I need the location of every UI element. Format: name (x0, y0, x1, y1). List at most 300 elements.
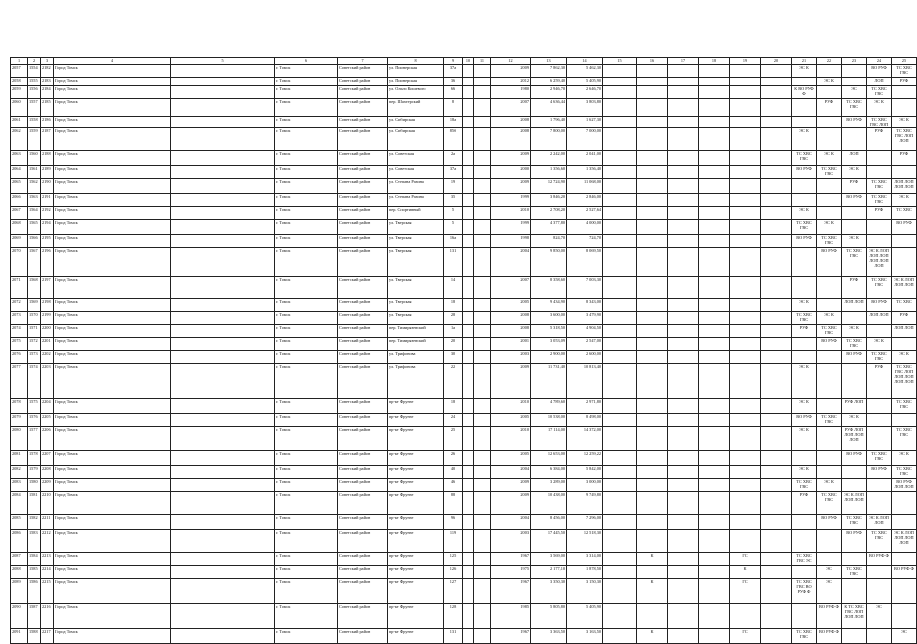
table-cell: 2200 (41, 325, 54, 338)
table-cell (761, 78, 792, 86)
table-cell (668, 65, 699, 78)
table-cell (730, 466, 761, 479)
table-cell: РУФ ЛОП ЛОП ЛОП ЛОП (842, 427, 867, 451)
table-cell (761, 530, 792, 553)
table-cell: Город Томск (54, 312, 171, 325)
table-cell (171, 312, 275, 325)
table-cell: 2010 (491, 207, 531, 220)
table-cell (668, 166, 699, 179)
table-cell: Советский район (338, 451, 388, 466)
table-cell (699, 479, 730, 492)
table-cell (463, 277, 474, 299)
table-cell: 2208 (41, 466, 54, 479)
table-cell: 2216 (41, 604, 54, 629)
table-cell (463, 515, 474, 530)
table-cell: ЭС К (842, 414, 867, 427)
table-cell: г. Томск (275, 312, 338, 325)
column-number: 2 (28, 58, 41, 65)
table-cell: ЭС К (792, 128, 817, 151)
table-cell: ТС ХВС ГВС (842, 566, 867, 579)
table-cell: 1980 (491, 86, 531, 99)
table-cell (699, 78, 730, 86)
table-cell (867, 220, 892, 235)
table-cell (474, 299, 491, 312)
table-cell: Город Томск (54, 207, 171, 220)
table-cell: 4 904,50 (567, 325, 603, 338)
table-cell (668, 248, 699, 277)
table-cell: 2а (444, 151, 463, 166)
table-cell: 2067 (11, 207, 28, 220)
table-cell: Советский район (338, 248, 388, 277)
table-cell: 1а (444, 325, 463, 338)
table-cell (668, 312, 699, 325)
table-cell: г. Томск (275, 65, 338, 78)
table-row (11, 351, 917, 364)
register-sheet (10, 57, 917, 644)
table-cell: 2184 (41, 86, 54, 99)
table-cell (699, 325, 730, 338)
table-cell: г. Томск (275, 479, 338, 492)
table-row (11, 179, 917, 194)
column-number-row (11, 58, 917, 65)
table-cell (603, 86, 637, 99)
table-cell: 2086 (11, 530, 28, 553)
table-cell (668, 220, 699, 235)
table-cell (699, 492, 730, 515)
table-cell: ТС ХВС ГВС (842, 338, 867, 351)
table-cell (699, 566, 730, 579)
table-cell (867, 579, 892, 604)
table-cell (171, 65, 275, 78)
table-cell: 11 731,40 (531, 364, 567, 399)
table-cell (867, 414, 892, 427)
table-cell (730, 248, 761, 277)
table-cell: ВО РУФ (817, 248, 842, 277)
table-cell: ТС ХВС ГВС ЛОП ЛОП (892, 128, 917, 151)
table-cell (171, 451, 275, 466)
table-cell: г. Томск (275, 492, 338, 515)
table-cell: ЭС К (892, 351, 917, 364)
table-cell (668, 427, 699, 451)
table-cell: 1559 (28, 128, 41, 151)
table-cell: Советский район (338, 364, 388, 399)
table-cell: 2202 (41, 351, 54, 364)
table-cell (603, 325, 637, 338)
table-cell: 7 800,00 (531, 128, 567, 151)
table-cell (474, 194, 491, 207)
table-cell (637, 427, 668, 451)
table-cell: г. Томск (275, 515, 338, 530)
table-cell: 2062 (11, 128, 28, 151)
table-cell (463, 579, 474, 604)
table-cell: 2191 (41, 194, 54, 207)
table-cell: 2186 (41, 117, 54, 128)
table-cell: ЭС К (867, 99, 892, 117)
table-row (11, 65, 917, 78)
table-row (11, 194, 917, 207)
table-cell (474, 277, 491, 299)
column-number: 16 (637, 58, 668, 65)
table-cell (699, 277, 730, 299)
table-cell (792, 179, 817, 194)
table-cell (817, 530, 842, 553)
table-cell: 131 (444, 248, 463, 277)
table-cell (817, 299, 842, 312)
table-cell (603, 99, 637, 117)
table-cell: 2079 (11, 414, 28, 427)
table-cell (730, 338, 761, 351)
table-cell: 7 003,30 (567, 277, 603, 299)
table-cell: 14 372,00 (567, 427, 603, 451)
table-cell (792, 604, 817, 629)
table-cell: 2064 (11, 166, 28, 179)
table-cell (699, 220, 730, 235)
table-cell: Город Томск (54, 65, 171, 78)
table-cell: 2198 (41, 299, 54, 312)
table-cell (171, 566, 275, 579)
table-cell: 26 (444, 451, 463, 466)
table-cell: г. Томск (275, 553, 338, 566)
table-cell (792, 277, 817, 299)
table-cell (761, 604, 792, 629)
table-cell (730, 492, 761, 515)
table-cell (842, 466, 867, 479)
table-cell: РУФ (817, 99, 842, 117)
table-cell: ЭС К (792, 65, 817, 78)
table-cell (699, 451, 730, 466)
table-cell: ЭС (892, 629, 917, 644)
table-cell: ТС ХВС ГВС (867, 451, 892, 466)
table-cell (637, 99, 668, 117)
column-number: 9 (444, 58, 463, 65)
table-cell (761, 179, 792, 194)
table-cell: 1568 (28, 277, 41, 299)
table-cell: ВО РУФ (867, 65, 892, 78)
table-cell: 2212 (41, 530, 54, 553)
table-cell: 2201 (41, 338, 54, 351)
table-cell (463, 466, 474, 479)
table-cell: ул. Тверская (388, 248, 444, 277)
table-cell (668, 414, 699, 427)
table-cell: Город Томск (54, 530, 171, 553)
table-cell (463, 151, 474, 166)
column-number: 3 (41, 58, 54, 65)
table-cell: г. Томск (275, 364, 338, 399)
table-cell: 1564 (28, 207, 41, 220)
table-cell (463, 207, 474, 220)
table-cell (603, 78, 637, 86)
table-cell (668, 515, 699, 530)
table-cell: Советский район (338, 166, 388, 179)
table-cell: 2 527,64 (567, 207, 603, 220)
table-cell: ВО РУФ (892, 220, 917, 235)
table-cell: 46 (444, 479, 463, 492)
table-row (11, 466, 917, 479)
table-row (11, 492, 917, 515)
table-cell (668, 451, 699, 466)
table-cell: Город Томск (54, 427, 171, 451)
table-cell (867, 151, 892, 166)
table-cell (603, 151, 637, 166)
table-cell: 2 971,80 (567, 399, 603, 414)
table-cell (842, 65, 867, 78)
table-cell: 1 356,40 (567, 166, 603, 179)
table-cell: Советский район (338, 151, 388, 166)
table-cell (761, 338, 792, 351)
table-cell: ЭС К (817, 151, 842, 166)
table-cell: 37а (444, 166, 463, 179)
table-cell: г. Томск (275, 299, 338, 312)
table-cell (761, 414, 792, 427)
table-cell: 1588 (28, 629, 41, 644)
table-cell: ТС ХВС ГВС (892, 427, 917, 451)
table-cell: 1573 (28, 351, 41, 364)
table-cell (730, 179, 761, 194)
table-cell: Советский район (338, 351, 388, 364)
table-cell (892, 338, 917, 351)
table-cell (730, 207, 761, 220)
table-cell (637, 299, 668, 312)
table-cell (761, 235, 792, 248)
table-cell: г. Томск (275, 427, 338, 451)
table-cell (637, 166, 668, 179)
table-cell: 724,70 (567, 235, 603, 248)
table-cell: ТС ХВС ГВС ЭС (792, 553, 817, 566)
table-cell (463, 117, 474, 128)
table-cell: ВО РУФ (817, 338, 842, 351)
table-cell: 12 259,22 (567, 451, 603, 466)
table-cell: Город Томск (54, 299, 171, 312)
table-cell (171, 78, 275, 86)
table-cell: 85б (444, 128, 463, 151)
column-number: 22 (817, 58, 842, 65)
table-cell (474, 325, 491, 338)
table-cell: 2210 (41, 492, 54, 515)
table-cell (637, 479, 668, 492)
table-cell (761, 117, 792, 128)
table-cell (637, 117, 668, 128)
table-cell (668, 235, 699, 248)
table-row (11, 414, 917, 427)
table-cell: ЭС К ЛОП ЛОП ЛОП ЛОП ЛОП ЛОП (867, 248, 892, 277)
table-cell (792, 451, 817, 466)
table-cell: 1558 (28, 117, 41, 128)
table-cell (761, 299, 792, 312)
table-cell (463, 312, 474, 325)
table-cell (892, 86, 917, 99)
table-cell: 2194 (41, 220, 54, 235)
table-cell: Город Томск (54, 179, 171, 194)
table-cell (463, 629, 474, 644)
table-cell (699, 466, 730, 479)
table-cell (171, 399, 275, 414)
table-cell: 7 296,00 (567, 515, 603, 530)
table-cell: ВО РУФ ЛОП ЛОП (892, 479, 917, 492)
table-cell: г. Томск (275, 399, 338, 414)
table-row (11, 325, 917, 338)
table-row (11, 579, 917, 604)
table-cell: ВО РУФ (842, 451, 867, 466)
table-cell (761, 566, 792, 579)
table-cell (761, 166, 792, 179)
table-cell (171, 248, 275, 277)
table-cell (699, 151, 730, 166)
table-cell: 1582 (28, 515, 41, 530)
table-cell: 2182 (41, 65, 54, 78)
table-cell (668, 553, 699, 566)
table-cell (817, 351, 842, 364)
table-cell (842, 78, 867, 86)
table-cell: ЛОП (842, 151, 867, 166)
table-cell: пр-кт Фрунзе (388, 566, 444, 579)
table-cell: ТС ХВС ГВС (867, 86, 892, 99)
table-cell: ВО РУФ Ф (867, 553, 892, 566)
table-cell: 1583 (28, 530, 41, 553)
table-cell (867, 427, 892, 451)
table-cell (761, 325, 792, 338)
table-cell (668, 579, 699, 604)
table-row (11, 207, 917, 220)
table-cell: ЭС К (892, 117, 917, 128)
table-cell: 2005 (491, 299, 531, 312)
table-cell (171, 325, 275, 338)
table-cell: Город Томск (54, 128, 171, 151)
table-cell: Советский район (338, 117, 388, 128)
table-cell (474, 351, 491, 364)
table-cell: г. Томск (275, 338, 338, 351)
table-cell: 2085 (11, 515, 28, 530)
table-cell: ЛОП ЛОП (842, 299, 867, 312)
table-cell: г. Томск (275, 207, 338, 220)
table-cell: 1574 (28, 364, 41, 399)
table-cell (892, 235, 917, 248)
table-cell: 128 (444, 604, 463, 629)
table-cell (603, 553, 637, 566)
table-cell (637, 492, 668, 515)
table-cell (637, 248, 668, 277)
table-cell: 2083 (11, 479, 28, 492)
table-cell (892, 579, 917, 604)
table-cell: 2010 (491, 427, 531, 451)
table-cell (817, 179, 842, 194)
table-cell: ул. Трифонова (388, 364, 444, 399)
table-cell (463, 235, 474, 248)
table-cell: пер. Тимирязевский (388, 338, 444, 351)
table-cell: 9 850,00 (531, 248, 567, 277)
table-cell: 2060 (11, 99, 28, 117)
table-cell (463, 553, 474, 566)
table-cell: 3 479,90 (567, 312, 603, 325)
table-cell: пр-кт Фрунзе (388, 530, 444, 553)
table-cell: 20 (444, 338, 463, 351)
table-cell: РУФ (867, 128, 892, 151)
table-cell: 2090 (11, 604, 28, 629)
table-cell (474, 427, 491, 451)
table-cell: Город Томск (54, 338, 171, 351)
table-cell: ТС ХВС ГВС ЛОП ЛОП ЛОП ЛОП ЛОП (892, 364, 917, 399)
table-cell: пр-кт Фрунзе (388, 515, 444, 530)
table-cell: Город Томск (54, 248, 171, 277)
table-cell: 12 653,00 (531, 451, 567, 466)
table-cell: 8 (444, 99, 463, 117)
table-cell (761, 151, 792, 166)
table-cell (730, 166, 761, 179)
table-cell: 2211 (41, 515, 54, 530)
table-cell (463, 99, 474, 117)
table-cell (699, 99, 730, 117)
table-cell (699, 427, 730, 451)
table-cell (867, 166, 892, 179)
table-cell (730, 128, 761, 151)
table-cell (171, 604, 275, 629)
table-cell: 25 (444, 427, 463, 451)
table-cell: г. Томск (275, 466, 338, 479)
table-cell (474, 179, 491, 194)
table-cell: 2071 (11, 277, 28, 299)
table-cell (171, 427, 275, 451)
column-number: 7 (338, 58, 388, 65)
table-cell: 5 462,30 (567, 65, 603, 78)
table-cell: 2008 (491, 312, 531, 325)
table-cell: ЭС К (792, 466, 817, 479)
table-row (11, 78, 917, 86)
table-cell: 2197 (41, 277, 54, 299)
table-cell (730, 277, 761, 299)
column-number: 6 (275, 58, 338, 65)
table-cell: Советский район (338, 299, 388, 312)
table-cell (463, 566, 474, 579)
table-cell (637, 78, 668, 86)
table-cell (474, 466, 491, 479)
table-cell (474, 451, 491, 466)
column-number: 11 (474, 58, 491, 65)
table-cell (637, 235, 668, 248)
table-row (11, 166, 917, 179)
table-cell: 1576 (28, 414, 41, 427)
table-cell: 2081 (11, 451, 28, 466)
table-cell (171, 530, 275, 553)
table-cell (474, 492, 491, 515)
table-cell: ЛОП ЛОП (867, 312, 892, 325)
table-cell (474, 99, 491, 117)
table-cell: 1556 (28, 86, 41, 99)
table-cell (474, 166, 491, 179)
table-cell (463, 166, 474, 179)
table-cell: 1567 (28, 248, 41, 277)
table-cell (474, 364, 491, 399)
table-cell: Город Томск (54, 78, 171, 86)
table-cell (474, 414, 491, 427)
table-cell (603, 579, 637, 604)
table-cell: 2187 (41, 128, 54, 151)
table-cell (637, 414, 668, 427)
table-cell: ЭС К (892, 194, 917, 207)
table-cell: Город Томск (54, 86, 171, 99)
table-cell (171, 364, 275, 399)
table-cell: ЭС (817, 566, 842, 579)
table-cell: Город Томск (54, 466, 171, 479)
table-cell: 1587 (28, 604, 41, 629)
table-cell (603, 117, 637, 128)
table-cell (171, 179, 275, 194)
table-cell: 1586 (28, 579, 41, 604)
table-cell (171, 629, 275, 644)
table-cell (463, 364, 474, 399)
table-cell: 2000 (491, 166, 531, 179)
table-cell (842, 220, 867, 235)
table-cell: 96 (444, 515, 463, 530)
table-cell: Город Томск (54, 414, 171, 427)
